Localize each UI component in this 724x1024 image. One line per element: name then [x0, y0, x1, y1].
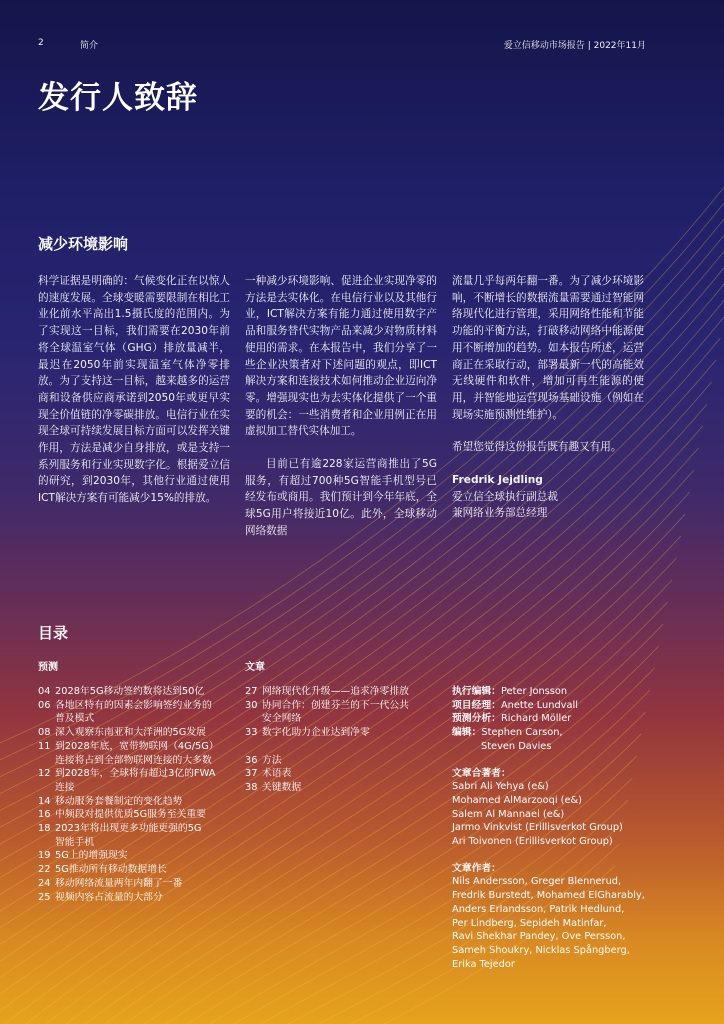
toc-forecast-list — [38, 685, 228, 904]
body-paragraph: 一种减少环境影响、促进企业实现净零的方法是去实体化。在电信行业以及其他行业，ICT解决方案有能力通过使用数字产品和服务替代实物产品来减少对物质材料使用的需求。在本报告中，我们分享了一些企业决策者对下述问题的观点，即ICT解决方案和连接技术如何推动企业迈向净零。增强现实也为去实体化提供了一个重要的机会：一些消费者和企业用例正在用虚拟加工替代实体加工。 — [245, 275, 437, 438]
toc-entry-title: 视频内容占流量的大部分 — [55, 891, 163, 903]
toc-articles-list — [245, 685, 435, 795]
toc-entry-title: 中频段对提供优质5G服务至关重要 — [55, 809, 206, 821]
credit-name: Mohamed AlMarzooqi (e&) — [452, 794, 582, 806]
credit-exec-editor — [452, 685, 702, 699]
toc-entry-title: 2023年将出现更多功能更强的5G 智能手机 — [55, 823, 202, 848]
credit-name: Fredrik Burstedt, Mohamed ElGharably, — [452, 890, 645, 902]
toc-page-number: 38 — [245, 781, 258, 793]
toc-entry[interactable] — [38, 699, 228, 726]
body-column-1 — [38, 273, 230, 523]
toc-page-number: 25 — [38, 891, 51, 903]
toc-entry[interactable] — [245, 781, 435, 795]
credit-label: 项目经理： — [452, 699, 501, 711]
coauthors-label: 文章合著者： — [452, 767, 511, 779]
header-section: 简介 — [80, 41, 99, 51]
toc-entry-title: 术语表 — [262, 768, 292, 780]
credit-name: Erika Tejedor — [452, 958, 515, 970]
credit-name: Jarmo Vinkvist (Erillisverkot Group) — [452, 822, 623, 834]
toc-entry-title: 深入观察东南亚和大洋洲的5G发展 — [55, 727, 206, 739]
toc-entry[interactable] — [245, 699, 435, 726]
section-heading: 减少环境影响 — [38, 235, 129, 253]
signature-name: Fredrik Jejdling — [452, 474, 543, 487]
toc-entry-title: 5G上的增强现实 — [55, 850, 128, 862]
toc-entry-title: 数字化助力企业达到净零 — [262, 727, 370, 739]
toc-entry[interactable] — [245, 685, 435, 699]
credit-value: Peter Jonsson — [500, 686, 568, 697]
toc-forecast-heading: 预测 — [38, 662, 58, 673]
toc-page-number: 12 — [38, 768, 51, 780]
credit-forecast — [452, 712, 702, 726]
credit-name: Sabri Ali Yehya (e&) — [452, 781, 549, 793]
toc-page-number: 33 — [245, 727, 258, 739]
toc-entry[interactable] — [38, 822, 228, 849]
credit-value: Steven Davies — [481, 740, 552, 752]
toc-entry-title: 网络现代化升级——追求净零排放 — [262, 686, 409, 697]
coauthors-block — [452, 767, 702, 849]
credit-name: Salem Al Mannaei (e&) — [452, 808, 565, 820]
toc-page-number: 37 — [245, 768, 258, 780]
toc-entry-title: 5G推动所有移动数据增长 — [55, 864, 167, 876]
toc-articles-heading: 文章 — [245, 662, 265, 673]
toc-entry[interactable] — [245, 754, 435, 768]
toc-entry[interactable] — [245, 767, 435, 781]
toc-page-number: 30 — [245, 699, 258, 711]
toc-page-number: 27 — [245, 686, 258, 697]
toc-entry-title: 移动服务套餐制定的变化趋势 — [55, 795, 183, 807]
toc-entry[interactable] — [38, 891, 228, 905]
toc-entry[interactable] — [38, 808, 228, 822]
toc-page-number: 11 — [38, 740, 51, 752]
credit-name: Sameh Shoukry, Nicklas Spångberg, — [452, 944, 630, 956]
toc-page-number: 18 — [38, 823, 51, 835]
toc-entry[interactable] — [38, 849, 228, 863]
toc-entry[interactable] — [245, 726, 435, 740]
toc-entry[interactable] — [38, 740, 228, 767]
toc-page-number: 06 — [38, 699, 51, 711]
toc-page-number: 19 — [38, 850, 51, 862]
toc-entry-title: 2028年5G移动签约数将达到50亿 — [55, 686, 205, 697]
toc-entry[interactable] — [38, 863, 228, 877]
toc-page-number: 08 — [38, 727, 51, 739]
credit-project-manager — [452, 699, 702, 713]
credit-value: Stephen Carson, — [481, 727, 563, 739]
toc-page-number: 16 — [38, 809, 51, 821]
credit-editors — [452, 726, 702, 740]
toc-page-number: 36 — [245, 754, 258, 766]
toc-page-number: 04 — [38, 686, 51, 697]
credit-label: 预测分析： — [452, 713, 501, 725]
body-paragraph: 流量几乎每两年翻一番。为了减少环境影响，不断增长的数据流量需要通过智能网络现代化进行管理，采用网络性能和节能功能的平衡方法，打破移动网络中能源使用不断增加的趋势。如本报告所述，运营商正在采取行动，部署最新一代的高能效无线硬件和软件，增加可再生能源的使用，并智能地运营现场基础设施（例如在现场实施预测性维护）。 — [452, 275, 644, 421]
toc-entry-title: 到2028年，全球将有超过3亿的FWA 连接 — [55, 768, 216, 793]
page-title: 发行人致辞 — [38, 80, 198, 116]
toc-title: 目录 — [38, 624, 69, 642]
header-publication: 爱立信移动市场报告 | 2022年11月 — [503, 41, 646, 51]
page-number: 2 — [38, 38, 44, 48]
credit-name: Ari Toivonen (Erillisverkot Group) — [452, 836, 613, 848]
toc-page-number: 22 — [38, 864, 51, 876]
toc-entry-title: 各地区特有的因素会影响签约业务的 普及模式 — [55, 699, 212, 725]
signature — [452, 472, 644, 522]
toc-entry[interactable] — [38, 685, 228, 699]
body-paragraph: 希望您觉得这份报告既有趣又有用。 — [452, 441, 622, 454]
toc-entry[interactable] — [38, 726, 228, 740]
credit-label: 执行编辑： — [452, 686, 501, 697]
signature-title: 爱立信全球执行副总裁 — [452, 490, 558, 503]
body-column-3 — [452, 273, 644, 522]
body-paragraph: 目前已有逾228家运营商推出了5G服务，有超过700种5G智能手机型号已经发布或商用。我们预计到今年年底，全球5G用户将接近10亿。此外，全球移动网络数据 — [245, 458, 437, 537]
credit-name: Per Lindberg, Sepideh Matinfar, — [452, 917, 607, 929]
body-paragraph: 科学证据是明确的：气候变化正在以惊人的速度发展。全球变暖需要限制在相比工业化前水平高出1.5摄氏度的范围内。为了实现这一目标，我们需要在2030年前将全球温室气体（GHG）排放量减半，最迟在2050年前实现温室气体净零排放。为了支持这一目标，越来越多的运营商和设备供应商承诺到2050年或更早实现全价值链的净零碳排放。电信行业在实现全球可持续发展目标方面可以发挥关键作用，方法是减少自身排放，或是支持一系列服务和行业实现数字化。根据爱立信的研究，到2030年，其他行业通过使用ICT解决方案有可能减少15%的排放。 — [38, 275, 230, 505]
toc-page-number: 14 — [38, 795, 51, 807]
signature-title: 兼网络业务部总经理 — [452, 507, 548, 520]
toc-entry[interactable] — [38, 767, 228, 794]
body-column-2 — [245, 273, 437, 556]
toc-page-number: 24 — [38, 877, 51, 889]
credit-value: Anette Lundvall — [500, 699, 578, 711]
credit-name: Ravi Shekhar Pandey, Ove Persson, — [452, 931, 626, 943]
toc-entry[interactable] — [38, 877, 228, 891]
credit-name: Nils Andersson, Greger Blennerud, — [452, 876, 622, 888]
toc-entry-title: 关键数据 — [262, 781, 302, 793]
credit-name: Anders Erlandsson, Patrik Hedlund, — [452, 903, 625, 915]
toc-entry-title: 方法 — [262, 754, 282, 766]
credit-label: 编辑： — [452, 727, 482, 739]
toc-entry[interactable] — [38, 795, 228, 809]
authors-block — [452, 862, 702, 972]
credit-value: Richard Möller — [500, 713, 572, 725]
credits — [452, 685, 702, 971]
toc-entry-title: 协同合作：创建芬兰的下一代公共 安全网络 — [262, 699, 409, 725]
authors-label: 文章作者： — [452, 862, 501, 874]
toc-entry-title: 到2028年底，宽带物联网（4G/5G） 连接将占到全部物联网连接的大多数 — [55, 740, 219, 766]
toc-entry-title: 移动网络流量两年内翻了一番 — [55, 877, 183, 889]
